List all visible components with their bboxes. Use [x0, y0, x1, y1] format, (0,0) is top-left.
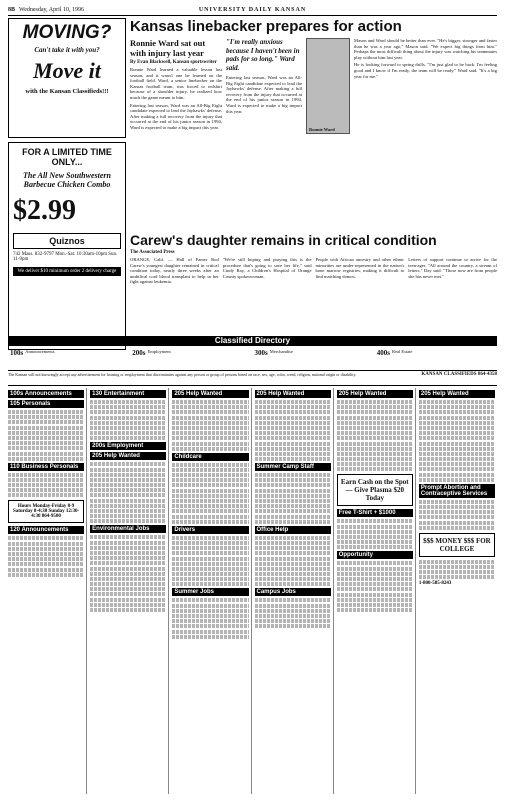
story-text: "We're still hoping and praying this is the procedure that's going to save her life," said Cindy Ray, a Children's Hospital of Orange County spokeswoman. [222, 257, 312, 279]
page-date: Wednesday, April 10, 1996 [19, 6, 84, 13]
section-header: 130 Entertainment [90, 390, 166, 398]
section-header: Free T-Shirt + $1000 [337, 509, 413, 517]
moving-ad-cta: with the Kansan Classifieds!!! [25, 88, 109, 95]
college-money-ad[interactable]: $$$ MONEY $$$ FOR COLLEGE [419, 533, 495, 557]
index-category[interactable] [8, 347, 130, 370]
section-header: 205 Help Wanted [337, 390, 413, 398]
masthead: UNIVERSITY DAILY KANSAN [198, 6, 307, 13]
moving-ad-title: MOVING? [22, 22, 112, 43]
photo-caption: Ronnie Ward [309, 127, 335, 132]
quiznos-logo: Quiznos [13, 233, 121, 249]
quiznos-ad-price: $2.99 [13, 195, 76, 226]
section-header: 205 Help Wanted [172, 390, 248, 398]
ad-column [8, 18, 126, 350]
section-header: Opportunity [337, 551, 413, 559]
section-header: 205 Help Wanted [90, 452, 166, 460]
index-category[interactable] [375, 347, 497, 370]
index-label: Employment [147, 349, 171, 354]
classified-phone: KANSAN CLASSIFIEDS 864-4358 [421, 372, 497, 377]
section-header: Office Help [255, 526, 331, 534]
classified-index [8, 347, 497, 371]
story-text: Ronnie Ward learned a valuable lesson last season, and it wasn't one he learned on the football field. Ward, a senior linebacker on the Kansas football team, was forced to redshirt because of a shoulder injury, he realized how much the game meant to him. [130, 67, 222, 100]
classified-column [172, 388, 251, 794]
page-header [8, 4, 497, 16]
section-header: 105 Personals [8, 400, 84, 408]
section-header: Prompt Abortion and Contraceptive Services [419, 484, 495, 498]
player-photo [306, 38, 350, 134]
story-text: People with African ancestry and other ethnic minorities are under-represented in the nation's bone marrow registries, making it difficult to find matching donors. [315, 257, 405, 279]
section-header: Childcare [172, 453, 248, 461]
story-text: Entering last season, Ward was an All-Big Eight candidate expected to lead the Jayhawks' defense. After making a full recovery from the injury that occurred at the end of his junior season in 1994, Ward is expected to make a big impact this year. [226, 75, 302, 114]
index-number: 200s [132, 349, 146, 357]
section-header: Summer Camp Staff [255, 463, 331, 471]
classified-column [90, 388, 169, 794]
page-number: 8B [8, 6, 16, 13]
section-header: 110 Business Personals [8, 463, 84, 471]
moving-ad-main: Move it [33, 58, 101, 83]
section-header: Drivers [172, 526, 248, 534]
classified-banner: Classified Directory [8, 336, 497, 346]
story-headline: Kansas linebacker prepares for action [130, 18, 402, 35]
story-text: ORANGE, Calif. — Hall of Famer Rod Carew's youngest daughter remained in critical condition today, nearly three weeks after an umbilical cord blood transplant to help in her fight against leukemia. [130, 257, 219, 285]
quiznos-ad-delivery: We deliver $10 minimum order 2 delivery charge [13, 267, 121, 276]
classified-columns [8, 388, 497, 794]
index-number: 400s [376, 349, 390, 357]
classified-column [255, 388, 334, 794]
story-byline: The Associated Press [130, 250, 175, 255]
linebacker-story [130, 18, 497, 134]
college-money-phone: 1-800-585-8243 [418, 580, 452, 586]
story-text: Mason and Ward should be better than ever. "He's bigger, stronger and faster than he was a year ago," Mason said. "We expect big things from him." Perhaps the most difficult thing about the injury was watching his teammates play without him last year. [354, 38, 497, 60]
section-header: 100s Announcements [8, 390, 84, 398]
classified-column [419, 388, 497, 794]
section-header: 205 Help Wanted [255, 390, 331, 398]
section-header: 200s Employment [90, 442, 166, 450]
story-text: He is looking forward to spring drills. "I'm just glad to be back. I'm feeling good and I know if I'm ready, the team will be ready," Ward said. "It's a big year for me." [354, 62, 497, 79]
index-category[interactable] [130, 347, 252, 370]
moving-ad-subtitle: Can't take it with you? [34, 46, 100, 54]
carew-story [130, 232, 497, 285]
plasma-ad[interactable]: Earn Cash on the Spot — Give Plasma $20 Today [337, 474, 413, 506]
terms-text: The Kansan will not knowingly accept any advertisement for housing or employment that discriminates against any person or group of persons based on race, sex, age, color, creed, religion, national origin or disability. [8, 372, 357, 377]
section-header: 205 Help Wanted [419, 390, 495, 398]
quiznos-ad[interactable] [8, 142, 126, 350]
hours-ad: Hours Monday-Friday 8-9 Saturday 8-4:30 Sunday 12:30-4:30 864-9500 [8, 500, 84, 523]
section-header: Environmental Jobs [90, 525, 166, 533]
index-label: Real Estate [391, 349, 413, 354]
quiznos-ad-product: The All New Southwestern Barbecue Chicken Combo [23, 171, 111, 189]
quiznos-ad-headline: FOR A LIMITED TIME ONLY... [22, 147, 112, 167]
section-header: Campus Jobs [255, 588, 331, 596]
pull-quote: "I'm really anxious because I haven't been in pads for so long." Ward said. [226, 38, 300, 72]
story-byline: By Evan Blackwell, Kansan sportswriter [130, 60, 217, 65]
classified-column [8, 388, 87, 794]
story-deck: Ronnie Ward sat out with injury last year [130, 38, 206, 58]
index-number: 100s [10, 349, 24, 357]
moving-ad[interactable] [8, 18, 126, 138]
story-headline: Carew's daughter remains in critical condition [130, 232, 437, 248]
classified-terms [8, 373, 497, 386]
index-category[interactable] [253, 347, 375, 370]
index-label: Announcements [25, 349, 55, 354]
story-text: Entering last season, Ward was an All-Big Eight candidate expected to lead the Jayhawks' defense. After making a full recovery from the injury that occurred at the end of his junior season in 1994, Ward is expected to make a big impact this year. [130, 102, 222, 130]
quiznos-ad-hours: 742 Mass. 832-9797 Mon.-Sat. 10:30am-10pm Sun. 11-9pm [13, 252, 118, 262]
index-label: Merchandise [269, 349, 293, 354]
section-header: Summer Jobs [172, 588, 248, 596]
index-number: 300s [254, 349, 268, 357]
section-header: 120 Announcements [8, 526, 84, 534]
classified-column [337, 388, 416, 794]
story-text: Letters of support continue to arrive for the teen-ager. "All around the country, a stream of letters," Day said. "Those now are from people she has never met." [408, 257, 497, 279]
